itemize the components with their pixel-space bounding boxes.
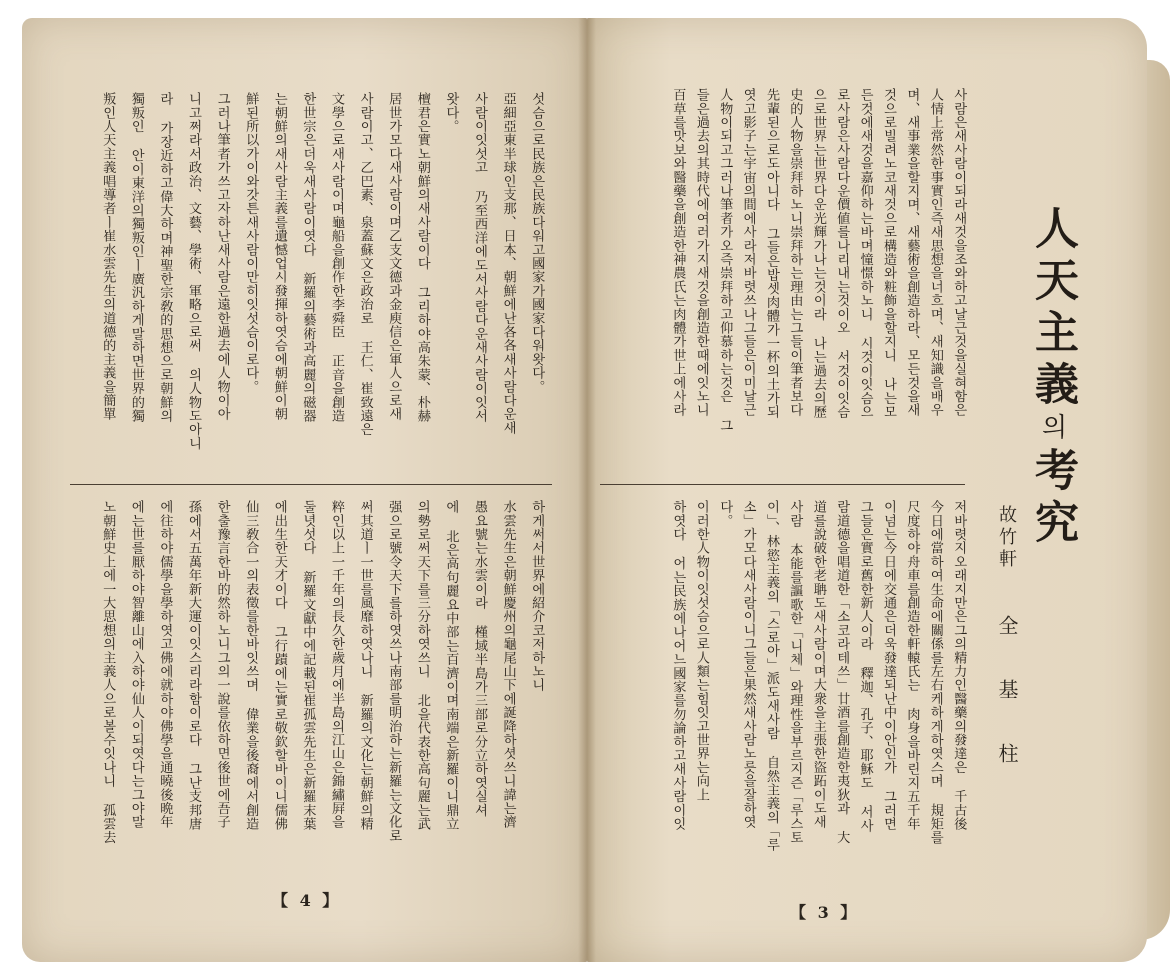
text-column: 先輩된으로도아니다 그들은밥셋肉體가一杯의土가되	[764, 88, 779, 419]
text-column: 한출豫言한바的然하노니그의一說를依하면後世에吾子	[214, 500, 230, 829]
text-column: 獨叛인 안이東洋의獨叛인ㅣ廣汎하게말하면世界的獨	[128, 92, 144, 423]
text-column: 며、새事業을할지며、새藝術을創造하라、모든것을새	[904, 88, 920, 417]
title-tail: 考究	[1027, 447, 1078, 551]
text-column: 에往하야儒學을學하엿고佛에就하야佛學을通曉後晩年	[157, 500, 173, 829]
page-number-left: 【 4 】	[272, 891, 342, 910]
text-column: 노朝鮮史上에一大思想의主義人으로볼수잇나니 孤雲去	[100, 500, 116, 845]
text-column: 써其道ㅣ一世를風靡하엿나니 新羅의文化는朝鮮의精	[357, 500, 373, 831]
text-column: 이러한人物이잇섯슴으로人類는힘잇고世界는向上	[693, 500, 709, 802]
text-column: 사람은새사람이되라새것을조와하고날근것을실혀함은	[951, 88, 967, 417]
text-column: 그러나筆者가쓰고자하난새사람은遠한過去에人物이아	[214, 92, 230, 421]
text-column: 든것에새것을嘉仰하는바며憧憬하노니 시것이잇슴으	[857, 88, 873, 419]
author-name: 全基柱	[995, 615, 1019, 807]
text-column: 에는世를厭하야智離山에入하야仙人이되엿다는그야말	[128, 500, 144, 829]
text-column: 人情上常然한事實인즉새思想을너흐며、새知識을배우	[927, 88, 943, 417]
title-particle: 의	[1037, 413, 1067, 447]
text-column: 檀君은實노朝鮮의새사람이다 그리하야高朱蒙、朴赫	[414, 92, 430, 423]
text-column: 亞細亞東半球인支那、日本、朝鮮에난各各새사람다운새	[500, 92, 516, 435]
text-column: 하게써서世界에紹介코저하노니	[529, 500, 545, 692]
text-column: 섯슴으로民族은民族다워고國家가國家다워왓다。	[529, 92, 545, 394]
text-column: 愚요號는水雲이라 槿域半島가三部로分立하엿실셔	[472, 500, 487, 817]
text-column: 尺度하야舟車를創造한軒轅氏는 肉身을바린지五千年	[904, 500, 920, 831]
text-column: 仙三敎合一의表徵를한바잇쓰며 偉業을後裔에서創造	[243, 500, 259, 831]
text-column: 水雲先生은朝鮮慶州의龜尾山下에誕降하셧쓰니諱는濟	[500, 500, 516, 829]
text-column: 소」가모다새사람이니그들은果然새사람노릇을잘하엿	[740, 500, 756, 829]
text-column: 저바렷지오래지만은그의精力인醫藥의發達은 千古後	[951, 500, 967, 831]
text-column: 것으로빌려노코새것으로構造와粧飾을할지니 나는모	[881, 88, 896, 419]
text-column: 百草를맛보와醫藥을創造한神農氏는肉體가世上에사라	[670, 88, 686, 417]
text-column: 史的人物을崇拜하노니崇拜하는理由는그들이筆者보다	[787, 88, 803, 417]
text-column: 로사람은사람다운價値를나리내는것이오 서것이잇슴	[834, 88, 850, 419]
text-column: 하엿다 어는民族에나어느國家를勿論하고새사람이잇	[670, 500, 686, 831]
text-column: 그들은實로舊한新人이라 釋迦、孔子、耶穌도 서사	[857, 500, 873, 833]
article-title	[1027, 205, 1078, 551]
left-page-divider	[70, 484, 552, 485]
text-column: 强으로號令天下를하엿쓰나南部를明治하는新羅는文化로	[386, 500, 402, 843]
text-column: 에出生한天才이다 그行蹟에는實로敬欽할바이니儒佛	[271, 500, 287, 831]
text-column: 사람이잇섯고 乃至西洋에도서사람다운새사람이잇서	[472, 92, 487, 423]
text-column: 文學으로새사람이며龜船을創作한李舜臣 正音을創造	[329, 92, 344, 423]
text-column: 人物이되고그러나筆者가오즉崇拜하고仰慕하는것은 그	[717, 88, 733, 433]
text-column: 이넘는今日에交通은더욱發達되난中이안인가 그러면	[881, 500, 896, 831]
text-column: 둘녓섯다 新羅文獻中에記載된崔孤雲先生은新羅末葉	[300, 500, 316, 831]
text-column: 들은過去의其時代에여러가지새것을創造한때에잇노니	[693, 88, 709, 417]
page-number-right: 【 3 】	[790, 903, 860, 922]
text-column: 今日에當하여生命에關係를左右케하게하엿스며 規矩를	[927, 500, 943, 845]
text-column: 왓다。	[443, 92, 459, 134]
text-column: 粹인以上一千年의長久한歲月에半島의江山은錦繡屛을	[329, 500, 344, 829]
text-column: 居世가모다새사람이며乙支文德과金庾信은軍人으로새	[386, 92, 402, 421]
text-column: 한世宗은더욱새사람이엿다 新羅의藝術과高麗의磁器	[300, 92, 316, 423]
text-column: 다。	[717, 500, 733, 528]
text-column: 의勢로써天下를三分하엿쓰니 北을代表한高句麗는武	[414, 500, 430, 831]
text-column: 鮮된所以가이와갓튼새사람이만히잇섯슴이로다。	[243, 92, 259, 394]
text-column: 이」、林慾主義의「스로아」派도새사람 自然主義의「루	[764, 500, 779, 852]
text-column: 엿고影子는宇宙의間에사라저바렷쓰나그들은이미날근	[740, 88, 756, 417]
title-main: 人天主義	[1027, 205, 1078, 413]
author-pen-name: 故竹軒	[996, 505, 1017, 571]
text-column: 으로世界는世界다운光輝가나는것이라 나는過去의歷	[810, 88, 826, 419]
book-gutter	[578, 18, 596, 962]
text-column: 는朝鮮의새사람主義를遺憾업시發揮하엿슴에朝鮮이朝	[271, 92, 287, 421]
text-column: 에 北은高句麗요中部는百濟이며南端은新羅이니鼎立	[443, 500, 459, 831]
text-column: 사람이고、乙巴素、泉蓋蘇文은政治로 王仁、崔致遠은	[357, 92, 373, 437]
text-column: 라 가장近하고偉大하며神聖한宗敎的思想으로朝鮮의	[157, 92, 173, 423]
text-column: 道를說破한老聃도새사람이며大衆을主張한盜跖이도새	[810, 500, 826, 829]
right-page-divider	[600, 484, 965, 485]
text-column: 사람 本能를謳歌한「니체」와理性을부르지즌「루스토	[787, 500, 803, 845]
text-column: 叛인人天主義唱導者ㅣ崔水雲先生의道德的主義을簡單	[100, 92, 116, 421]
text-column: 람道德을唱道한「소코라테쓰」廿酒를創造한夷狄과 大	[834, 500, 850, 845]
text-column: 니고쩌라서政治、文藝、學術、軍略으로써 의人物도아니	[186, 92, 201, 450]
text-column: 孫에서五萬年新大運이잇스리라함이로다 그난支邦唐	[186, 500, 201, 831]
